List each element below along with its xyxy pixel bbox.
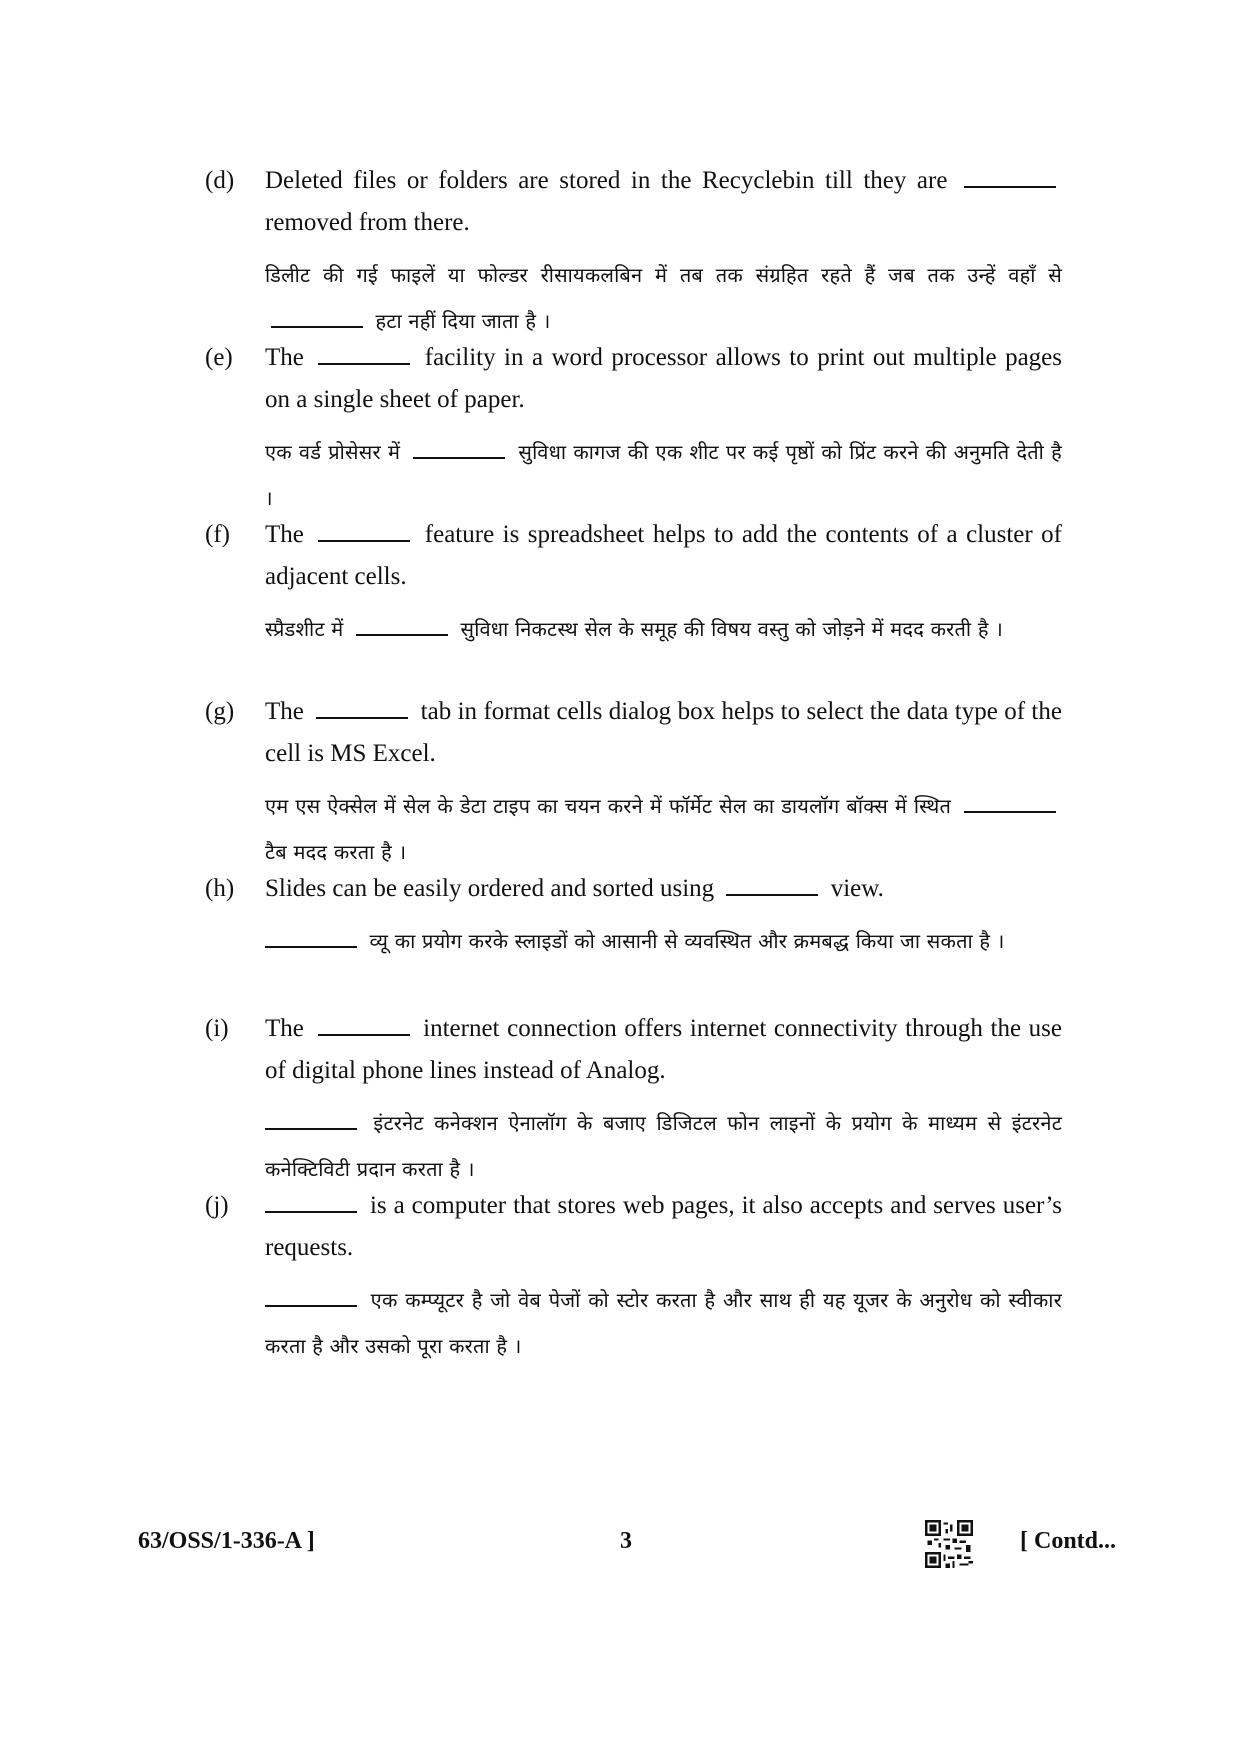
answer-blank: [271, 304, 363, 328]
answer-blank: [413, 435, 505, 459]
question-hindi: [265, 429, 1062, 521]
hindi-text: एक वर्ड प्रोसेसर में: [265, 440, 408, 464]
english-text: Slides can be easily ordered and sorted using: [265, 875, 721, 902]
question-body: [265, 1185, 1062, 1369]
hindi-text: डिलीट की गई फाइलें या फोल्डर रीसायकलबिन में तब तक संग्रहित रहते हैं जब तक उन्हें वहाँ से: [265, 263, 1062, 287]
answer-blank: [726, 872, 818, 896]
question-hindi: [265, 918, 1062, 964]
question-label: (e): [205, 344, 233, 371]
question-english: [265, 868, 1062, 910]
question-english: [265, 337, 1062, 421]
question-hindi: [265, 783, 1062, 875]
hindi-text: सुविधा निकटस्थ सेल के समूह की विषय वस्तु को जोड़ने में मदद करती है ।: [454, 617, 1004, 641]
hindi-text: टैब मदद करता है ।: [265, 840, 407, 864]
english-text: tab in format cells dialog box helps to select the data type of the cell is MS Excel.: [265, 698, 1062, 767]
question-label: (d): [205, 167, 235, 194]
question-english: [265, 514, 1062, 598]
question-body: [265, 1008, 1062, 1192]
question-hindi: [265, 606, 1062, 652]
question-hindi: [265, 252, 1062, 344]
question-label: (j): [205, 1192, 229, 1219]
question-label: (i): [205, 1015, 229, 1042]
english-text: view.: [824, 875, 884, 902]
page-footer: [0, 1520, 1240, 1580]
hindi-text: स्प्रैडशीट में: [265, 617, 350, 641]
answer-blank: [265, 1106, 357, 1130]
answer-blank: [265, 924, 357, 948]
question-english: [265, 1185, 1062, 1269]
question-hindi: [265, 1277, 1062, 1369]
answer-blank: [265, 1189, 357, 1213]
english-text: Deleted files or folders are stored in the Recyclebin till they are: [265, 167, 958, 194]
qr-code-icon: [925, 1520, 973, 1568]
question-body: [265, 868, 1062, 964]
hindi-text: एम एस ऐक्सेल में सेल के डेटा टाइप का चयन करने में फॉर्मेट सेल का डायलॉग बॉक्स में स्थित: [265, 794, 958, 818]
answer-blank: [265, 1283, 357, 1307]
hindi-text: सुविधा कागज की एक शीट पर कई पृष्ठों को प्रिंट करने की अनुमति देती है ।: [265, 440, 1062, 510]
answer-blank: [318, 518, 410, 542]
question-body: [265, 691, 1062, 875]
question-english: [265, 691, 1062, 775]
hindi-text: इंटरनेट कनेक्शन ऐनालॉग के बजाए डिजिटल फोन लाइनों के प्रयोग के माध्यम से इंटरनेट कनेक्टिविटी प्रदान करता है ।: [265, 1111, 1062, 1181]
question-body: [265, 160, 1062, 344]
english-text: The: [265, 521, 313, 548]
answer-blank: [964, 164, 1056, 188]
hindi-text: एक कम्प्यूटर है जो वेब पेजों को स्टोर करता है और साथ ही यह यूजर के अनुरोध को स्वीकार करता है और उसको पूरा करता है ।: [265, 1288, 1062, 1358]
english-text: removed from there.: [265, 209, 470, 236]
question-english: [265, 160, 1062, 244]
question-english: [265, 1008, 1062, 1092]
english-text: internet connection offers internet connectivity through the use of digital phone lines instead of Analog.: [265, 1015, 1062, 1084]
answer-blank: [318, 1012, 410, 1036]
answer-blank: [356, 612, 448, 636]
question-body: [265, 337, 1062, 521]
answer-blank: [316, 695, 408, 719]
english-text: The: [265, 344, 313, 371]
paper-code: 63/OSS/1-336-A ]: [138, 1528, 315, 1554]
answer-blank: [964, 789, 1056, 813]
english-text: The: [265, 1015, 312, 1042]
question-label: (g): [205, 698, 235, 725]
continued-marker: [ Contd...: [1020, 1528, 1117, 1554]
question-label: (f): [205, 521, 230, 548]
hindi-text: हटा नहीं दिया जाता है ।: [369, 309, 551, 333]
question-hindi: [265, 1100, 1062, 1192]
english-text: is a computer that stores web pages, it also accepts and serves user’s requests.: [265, 1192, 1062, 1261]
question-body: [265, 514, 1062, 652]
answer-blank: [318, 341, 410, 365]
question-label: (h): [205, 875, 235, 902]
page-number: 3: [620, 1528, 632, 1554]
english-text: facility in a word processor allows to print out multiple pages on a single sheet of paper.: [265, 344, 1062, 413]
english-text: feature is spreadsheet helps to add the contents of a cluster of adjacent cells.: [265, 521, 1062, 590]
hindi-text: व्यू का प्रयोग करके स्लाइडों को आसानी से व्यवस्थित और क्रमबद्ध किया जा सकता है ।: [363, 929, 1005, 953]
english-text: The: [265, 698, 311, 725]
